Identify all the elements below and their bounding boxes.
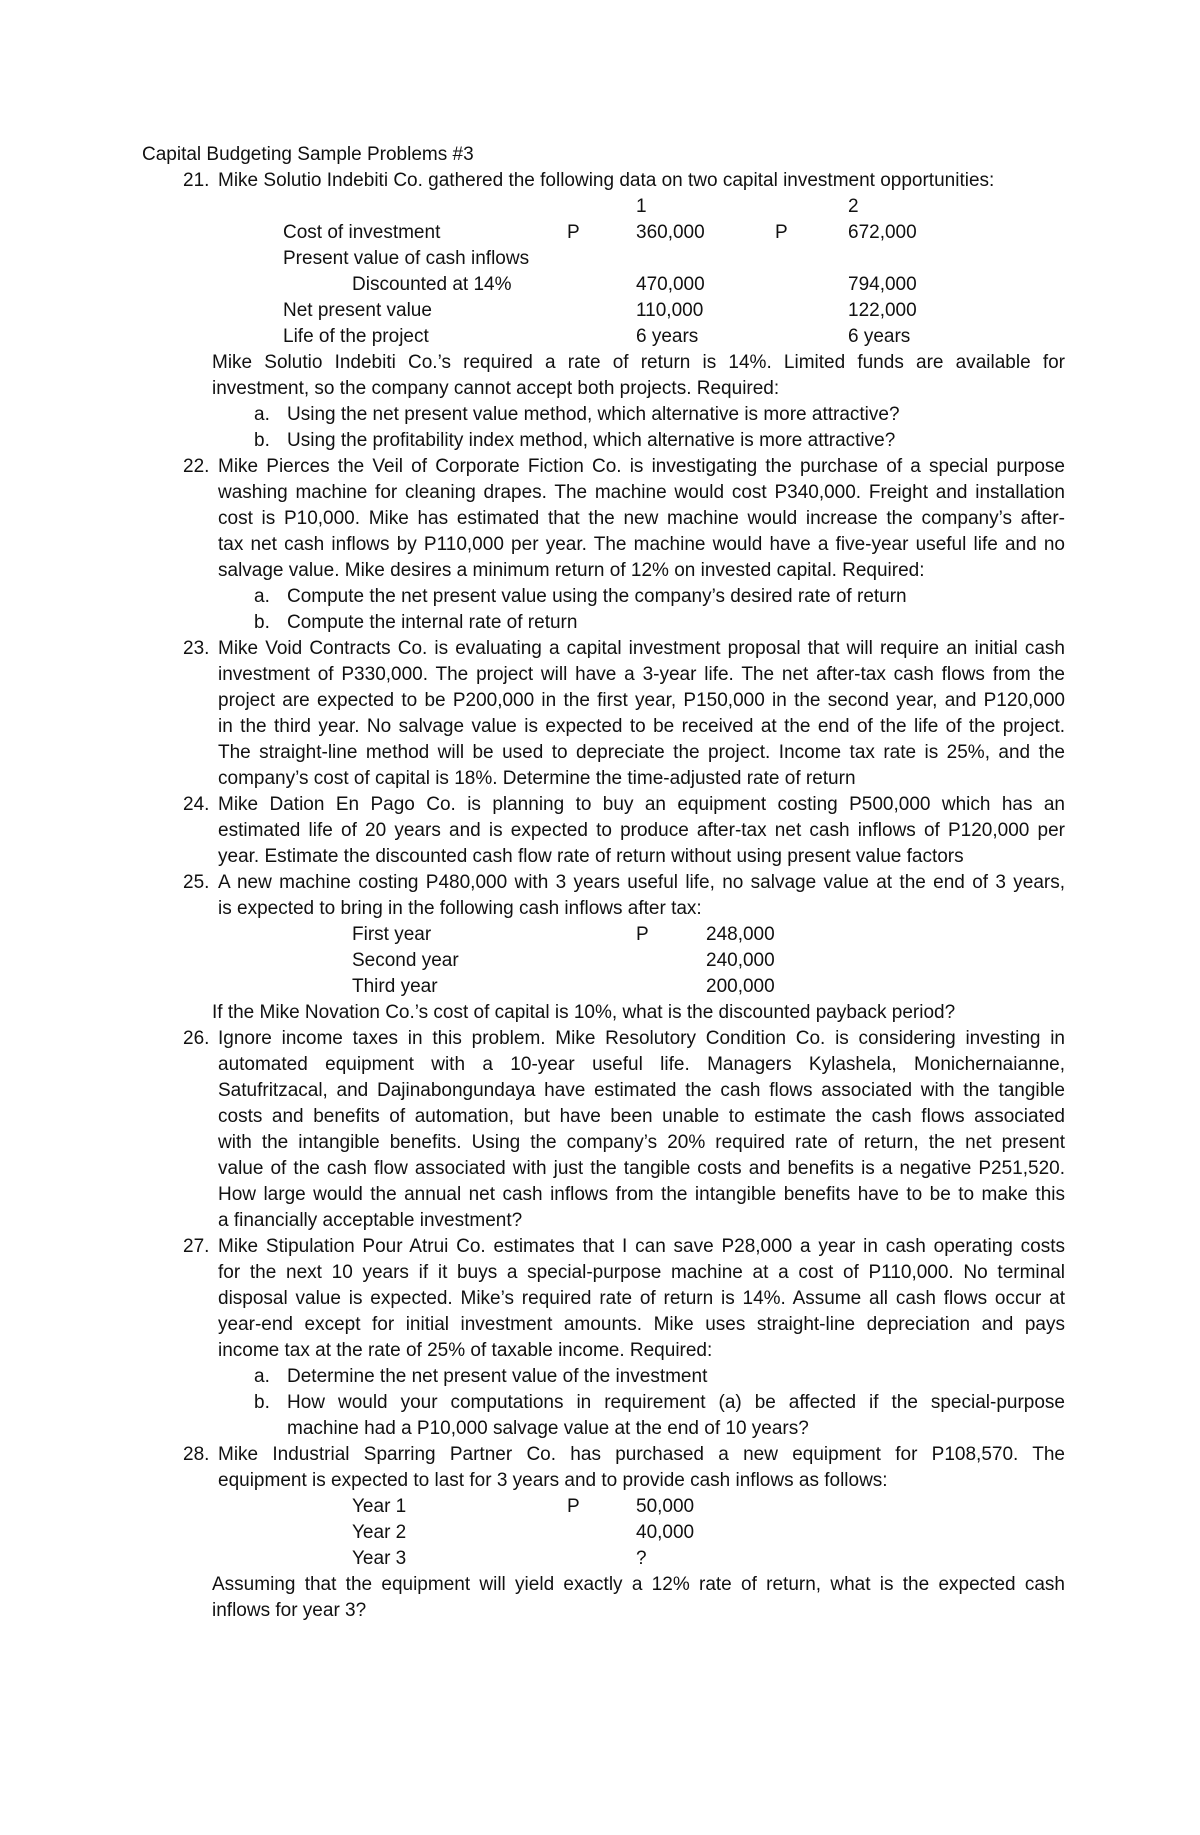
table-row-label: Year 1 [352,1496,407,1517]
requirement-label: b. [254,430,270,451]
problem-text: project are expected to be P200,000 in the first year, P150,000 in the second year, and P120,000 [218,690,1065,711]
problem-text: investment, so the company cannot accept both projects. Required: [212,378,780,399]
problem-text: Satufritzacal, and Dajinabongundaya have estimated the cash flows associated with the tangible [218,1080,1065,1101]
table-cell: 240,000 [706,950,775,971]
problem-text: salvage value. Mike desires a minimum return of 12% on invested capital. Required: [218,560,925,581]
problem-text: How large would the annual net cash inflows from the intangible benefits have to be to make this [218,1184,1065,1205]
problem-text: Mike Industrial Sparring Partner Co. has purchased a new equipment for P108,570. The [218,1444,1065,1465]
table-row-label: Life of the project [283,326,429,347]
requirement-text: machine had a P10,000 salvage value at the end of 10 years? [287,1418,809,1439]
table-row-label: Discounted at 14% [352,274,512,295]
table-cell: 122,000 [848,300,917,321]
problem-text: The straight-line method will be used to depreciate the project. Income tax rate is 25%, and the [218,742,1065,763]
problem-text: year. Estimate the discounted cash flow rate of return without using present value factors [218,846,964,867]
table-cell: 6 years [636,326,699,347]
problem-text: equipment is expected to last for 3 years and to provide cash inflows as follows: [218,1470,888,1491]
table-row-label: Present value of cash inflows [283,248,530,269]
requirement-text: Using the profitability index method, which alternative is more attractive? [287,430,896,451]
table-row-label: Net present value [283,300,432,321]
currency-symbol: P [567,222,580,243]
requirement-text: Using the net present value method, which alternative is more attractive? [287,404,900,425]
table-cell: 794,000 [848,274,917,295]
table-row-label: First year [352,924,432,945]
requirement-label: a. [254,404,270,425]
table-cell: 200,000 [706,976,775,997]
problem-number: 22. [183,456,210,477]
table-cell: 110,000 [636,300,704,321]
problem-text: Mike Pierces the Veil of Corporate Fiction Co. is investigating the purchase of a special purpose [218,456,1065,477]
problem-text: automated equipment with a 10-year useful life. Managers Kylashela, Monichernaianne, [218,1054,1065,1075]
problem-text: A new machine costing P480,000 with 3 years useful life, no salvage value at the end of 3 years, [218,872,1065,893]
problem-number: 24. [183,794,210,815]
requirement-text: Compute the net present value using the company’s desired rate of return [287,586,907,607]
problem-number: 27. [183,1236,210,1257]
table-row-label: Year 2 [352,1522,407,1543]
problem-number: 23. [183,638,210,659]
table-column-header: 2 [848,196,859,217]
problem-text: in the third year. No salvage value is expected to be received at the end of the life of the project. [218,716,1065,737]
problem-text: Mike Solutio Indebiti Co.’s required a rate of return is 14%. Limited funds are available for [212,352,1065,373]
requirement-label: a. [254,1366,270,1387]
table-column-header: 1 [636,196,647,217]
problem-text: costs and benefits of automation, but have been unable to estimate the cash flows associated [218,1106,1065,1127]
problem-text: investment of P330,000. The project will have a 3-year life. The net after-tax cash flows from the [218,664,1065,685]
problem-text: Assuming that the equipment will yield exactly a 12% rate of return, what is the expected cash [212,1574,1065,1595]
problem-text: cost is P10,000. Mike has estimated that the new machine would increase the company’s after- [218,508,1065,529]
problem-text: value of the cash flow associated with just the tangible costs and benefits is a negative P251,520. [218,1158,1065,1179]
table-cell: 50,000 [636,1496,695,1517]
problem-text: Mike Dation En Pago Co. is planning to buy an equipment costing P500,000 which has an [218,794,1065,815]
table-cell: 6 years [848,326,911,347]
problem-number: 28. [183,1444,210,1465]
problem-text: Mike Void Contracts Co. is evaluating a capital investment proposal that will require an initial cash [218,638,1065,659]
table-cell: 248,000 [706,924,775,945]
requirement-text: Compute the internal rate of return [287,612,578,633]
table-row-label: Third year [352,976,438,997]
problem-number: 26. [183,1028,210,1049]
problem-text: company’s cost of capital is 18%. Determine the time-adjusted rate of return [218,768,856,789]
page-title: Capital Budgeting Sample Problems #3 [142,144,474,165]
requirement-label: b. [254,612,270,633]
problem-text: is expected to bring in the following cash inflows after tax: [218,898,702,919]
requirement-text: Determine the net present value of the investment [287,1366,708,1387]
problem-text: for the next 10 years if it buys a special-purpose machine at a cost of P110,000. No terminal [218,1262,1065,1283]
table-cell: ? [636,1548,647,1569]
problem-text: year-end except for initial investment amounts. Mike uses straight-line depreciation and pays [218,1314,1065,1335]
problem-number: 25. [183,872,210,893]
problem-text: inflows for year 3? [212,1600,367,1621]
currency-symbol: P [636,924,649,945]
problem-text: Ignore income taxes in this problem. Mike Resolutory Condition Co. is considering investing in [218,1028,1065,1049]
requirement-label: b. [254,1392,270,1413]
problem-number: 21. [183,170,210,191]
problem-text: with the intangible benefits. Using the company’s 20% required rate of return, the net present [218,1132,1065,1153]
problem-text: tax net cash inflows by P110,000 per year. The machine would have a five-year useful life and no [218,534,1065,555]
problem-text: disposal value is expected. Mike’s required rate of return is 14%. Assume all cash flows occur at [218,1288,1065,1309]
table-row-label: Second year [352,950,459,971]
table-cell: 40,000 [636,1522,695,1543]
problem-text: a financially acceptable investment? [218,1210,523,1231]
currency-symbol: P [775,222,788,243]
table-cell: 360,000 [636,222,705,243]
table-row-label: Year 3 [352,1548,407,1569]
table-cell: 672,000 [848,222,917,243]
problem-text: If the Mike Novation Co.’s cost of capital is 10%, what is the discounted payback period? [212,1002,956,1023]
requirement-label: a. [254,586,270,607]
problem-text: Mike Solutio Indebiti Co. gathered the following data on two capital investment opportunities: [218,170,995,191]
problem-text: estimated life of 20 years and is expected to produce after-tax net cash inflows of P120,000 per [218,820,1065,841]
requirement-text: How would your computations in requirement (a) be affected if the special-purpose [287,1392,1065,1413]
currency-symbol: P [567,1496,580,1517]
problem-text: Mike Stipulation Pour Atrui Co. estimates that I can save P28,000 a year in cash operating costs [218,1236,1065,1257]
table-row-label: Cost of investment [283,222,441,243]
problem-text: income tax at the rate of 25% of taxable income. Required: [218,1340,713,1361]
problem-text: washing machine for cleaning drapes. The machine would cost P340,000. Freight and installation [218,482,1065,503]
table-cell: 470,000 [636,274,705,295]
